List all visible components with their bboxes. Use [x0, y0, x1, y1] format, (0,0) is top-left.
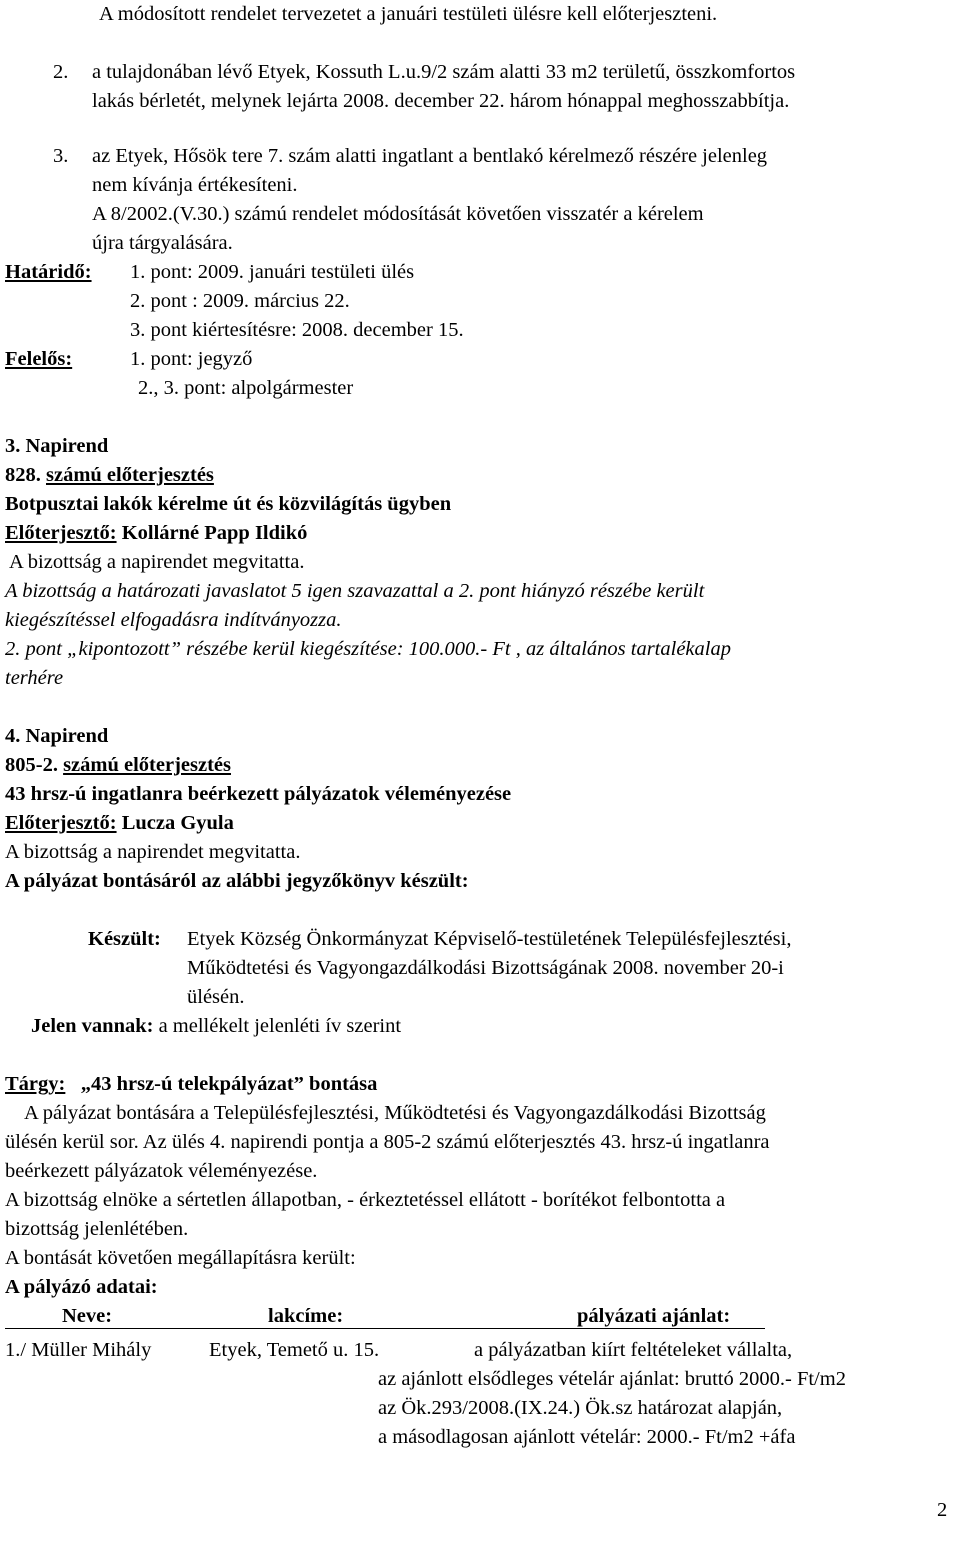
- deadline-line-2: 2. pont : 2009. március 22.: [130, 290, 350, 312]
- row-1-offer-line-2: az ajánlott elsődleges vételár ajánlat: bruttó 2000.- Ft/m2: [378, 1368, 846, 1390]
- responsible-line-1: 1. pont: jegyző: [130, 348, 253, 370]
- agenda-3-decision-line-3: 2. pont „kipontozott” részébe kerül kiegészítése: 100.000.- Ft , az általános tartalékalap: [5, 638, 731, 660]
- col-address-header: lakcíme:: [268, 1305, 344, 1327]
- minutes-heading: A pályázat bontásáról az alábbi jegyzőkönyv készült:: [5, 870, 469, 892]
- agenda-3-decision-line-2: kiegészítéssel elfogadásra indítványozza.: [5, 609, 342, 631]
- agenda-3-decision-line-1: A bizottság a határozati javaslatot 5 igen szavazattal a 2. pont hiányzó részébe került: [5, 580, 705, 602]
- paragraph-1-line-1: A pályázat bontására a Településfejlesztési, Működtetési és Vagyongazdálkodási Bizottság: [24, 1102, 766, 1124]
- made-line-2: Működtetési és Vagyongazdálkodási Bizottságának 2008. november 20-i: [187, 957, 784, 979]
- item-2-line-1: a tulajdonában lévő Etyek, Kossuth L.u.9/2 szám alatti 33 m2 területű, összkomfortos: [92, 61, 796, 83]
- deadline-line-3: 3. pont kiértesítésre: 2008. december 15.: [130, 319, 464, 341]
- subject-line: Tárgy: „43 hrsz-ú telekpályázat” bontása: [5, 1073, 378, 1095]
- deadline-line-1: 1. pont: 2009. januári testületi ülés: [130, 261, 415, 283]
- paragraph-3: A bontását követően megállapításra került:: [5, 1247, 356, 1269]
- agenda-3-submission-number: 828. számú előterjesztés: [5, 464, 214, 486]
- agenda-3-title: Botpusztai lakók kérelme út és közvilágítás ügyben: [5, 493, 452, 515]
- row-1-offer-line-3: az Ök.293/2008.(IX.24.) Ök.sz határozat alapján,: [378, 1397, 783, 1419]
- row-1-offer-line-4: a másodlagosan ajánlott vételár: 2000.- Ft/m2 +áfa: [378, 1426, 796, 1448]
- agenda-3-presenter: Előterjesztő: Kollárné Papp Ildikó: [5, 522, 308, 544]
- applicant-heading: A pályázó adatai:: [5, 1276, 158, 1298]
- item-2-number: 2.: [53, 61, 69, 83]
- col-offer-header: pályázati ajánlat:: [577, 1305, 731, 1327]
- agenda-3-decision-line-4: terhére: [5, 667, 64, 689]
- row-1-address: Etyek, Temető u. 15.: [209, 1339, 380, 1361]
- item-2-line-2: lakás bérletét, melynek lejárta 2008. december 22. három hónappal meghosszabbítja.: [92, 90, 790, 112]
- deadline-label: Határidő:: [5, 261, 92, 283]
- paragraph-2-line-2: bizottság jelenlétében.: [5, 1218, 189, 1240]
- made-label: Készült:: [88, 928, 161, 950]
- row-1-offer-line-1: a pályázatban kiírt feltételeket vállalta,: [474, 1339, 793, 1361]
- responsible-line-2: 2., 3. pont: alpolgármester: [138, 377, 354, 399]
- present-line: Jelen vannak: a mellékelt jelenléti ív szerint: [31, 1015, 402, 1037]
- page-number: 2: [937, 1499, 948, 1521]
- agenda-4-submission-number: 805-2. számú előterjesztés: [5, 754, 231, 776]
- agenda-3-discussed: A bizottság a napirendet megvitatta.: [9, 551, 305, 573]
- paragraph-1-line-3: beérkezett pályázatok véleményezése.: [5, 1160, 318, 1182]
- agenda-4-presenter: Előterjesztő: Lucza Gyula: [5, 812, 234, 834]
- paragraph-1-line-2: ülésén kerül sor. Az ülés 4. napirendi pontja a 805-2 számú előterjesztés 43. hrsz-ú ingatlanra: [5, 1131, 770, 1153]
- made-line-1: Etyek Község Önkormányzat Képviselő-testületének Településfejlesztési,: [187, 928, 792, 950]
- item-3-line-3: A 8/2002.(V.30.) számú rendelet módosítását követően visszatér a kérelem: [92, 203, 704, 225]
- agenda-3-heading: 3. Napirend: [5, 435, 109, 457]
- row-1-name: 1./ Müller Mihály: [5, 1339, 152, 1361]
- item-3-line-2: nem kívánja értékesíteni.: [92, 174, 298, 196]
- agenda-4-heading: 4. Napirend: [5, 725, 109, 747]
- table-header-row: [5, 1306, 765, 1329]
- agenda-4-discussed: A bizottság a napirendet megvitatta.: [5, 841, 301, 863]
- item-3-number: 3.: [53, 145, 69, 167]
- intro-line: A módosított rendelet tervezetet a januári testületi ülésre kell előterjeszteni.: [99, 3, 718, 25]
- item-3-line-4: újra tárgyalására.: [92, 232, 233, 254]
- made-line-3: ülésén.: [187, 986, 245, 1008]
- paragraph-2-line-1: A bizottság elnöke a sértetlen állapotban, - érkeztetéssel ellátott - borítékot felbontotta a: [5, 1189, 726, 1211]
- agenda-4-title: 43 hrsz-ú ingatlanra beérkezett pályázatok véleményezése: [5, 783, 512, 805]
- col-name-header: Neve:: [62, 1305, 113, 1327]
- item-3-line-1: az Etyek, Hősök tere 7. szám alatti ingatlant a bentlakó kérelmező részére jelenleg: [92, 145, 768, 167]
- responsible-label: Felelős:: [5, 348, 73, 370]
